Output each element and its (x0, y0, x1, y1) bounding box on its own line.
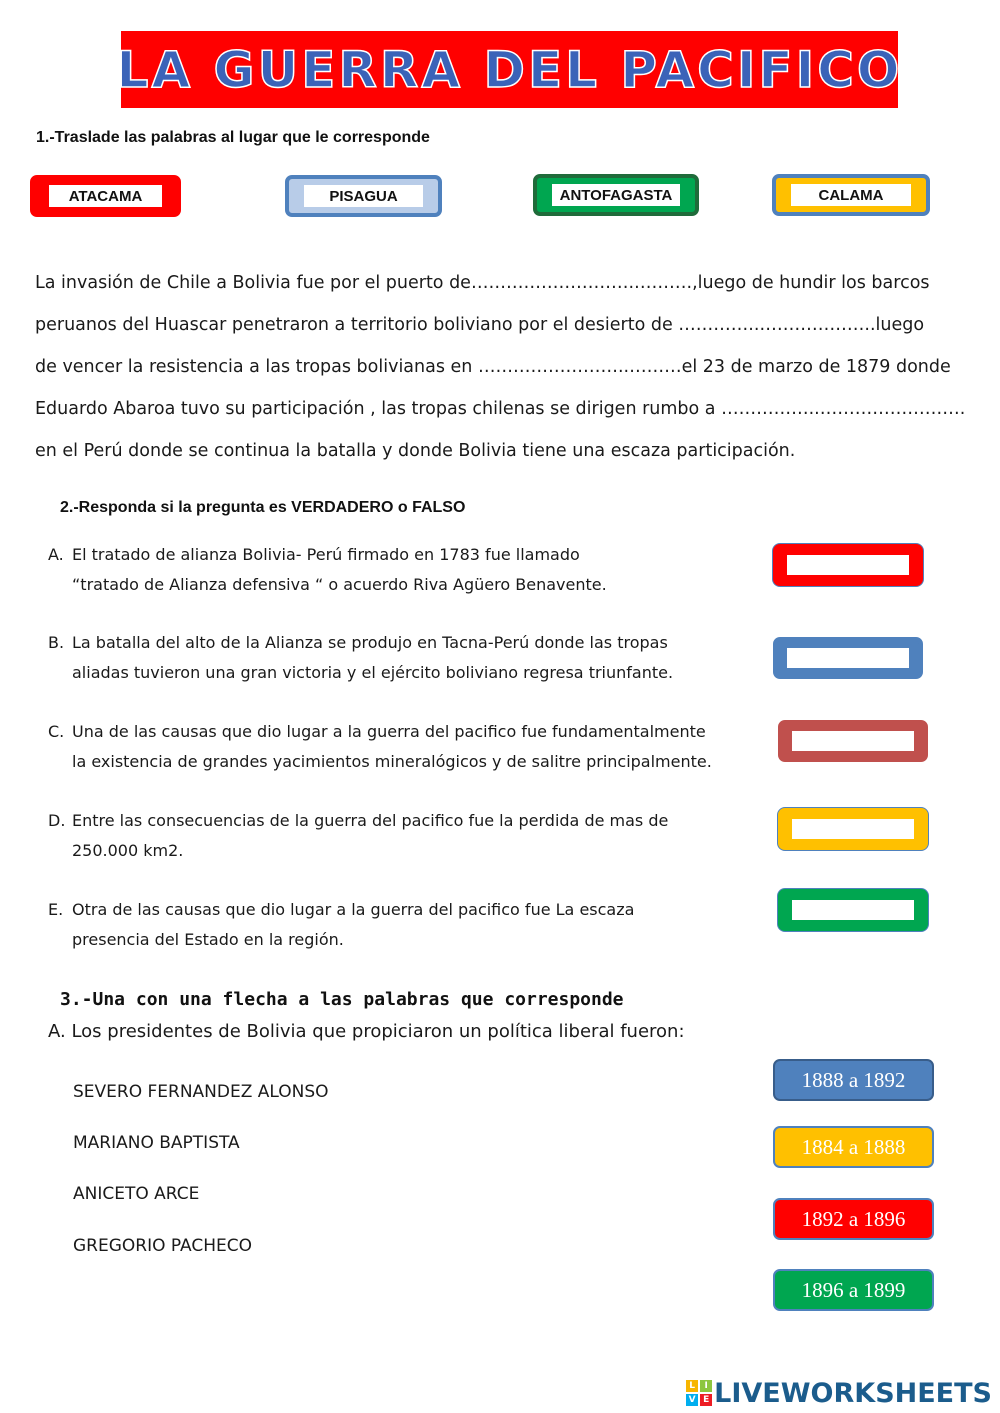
president-item[interactable]: MARIANO BAPTISTA (73, 1133, 240, 1153)
logo-letter: V (686, 1394, 698, 1406)
logo-icon (686, 1380, 712, 1406)
item-text: la existencia de grandes yacimientos mineralógicos y de salitre principalmente. (72, 752, 712, 771)
paragraph-line: La invasión de Chile a Bolivia fue por el puerto de……………………….……….,luego de hundir los barcos (35, 273, 930, 293)
answer-box-e[interactable] (778, 889, 928, 931)
answer-input-c[interactable] (792, 731, 914, 751)
item-text: 250.000 km2. (72, 841, 184, 860)
president-item[interactable]: GREGORIO PACHECO (73, 1236, 253, 1256)
paragraph-line: de vencer la resistencia a las tropas bolivianas en ……………………..………el 23 de marzo de 1879 donde (35, 357, 951, 377)
title-banner (116, 31, 903, 108)
answer-input-d[interactable] (792, 819, 914, 839)
item-text: El tratado de alianza Bolivia- Perú firmado en 1783 fue llamado (72, 545, 580, 564)
paragraph-line: en el Perú donde se continua la batalla y donde Bolivia tiene una escaza participación. (35, 441, 796, 461)
year-box[interactable]: 1884 a 1888 (773, 1126, 934, 1168)
year-box[interactable]: 1892 a 1896 (773, 1198, 934, 1240)
section-1-heading: 1.-Traslade las palabras al lugar que le corresponde (36, 129, 430, 146)
item-letter: B. (48, 633, 65, 652)
word-atacama[interactable] (30, 175, 181, 217)
logo-letter: L (686, 1380, 698, 1392)
item-letter: D. (48, 811, 66, 830)
section-3-heading: 3.-Una con una flecha a las palabras que corresponde (60, 989, 624, 1010)
word-label: ATACAMA (49, 185, 162, 207)
paragraph-line: Eduardo Abaroa tuvo su participación , las tropas chilenas se dirigen rumbo a ……………..……………………. (35, 399, 966, 419)
word-label: CALAMA (791, 184, 911, 206)
answer-box-b[interactable] (773, 637, 923, 679)
answer-input-e[interactable] (792, 900, 914, 920)
answer-box-a[interactable] (773, 544, 923, 586)
logo-letter: E (700, 1394, 712, 1406)
word-label: ANTOFAGASTA (552, 184, 680, 206)
answer-box-c[interactable] (778, 720, 928, 762)
item-text: aliadas tuvieron una gran victoria y el ejército boliviano regresa triunfante. (72, 663, 674, 682)
year-box[interactable]: 1896 a 1899 (773, 1269, 934, 1311)
item-text: presencia del Estado en la región. (72, 930, 344, 949)
year-box[interactable]: 1888 a 1892 (773, 1059, 934, 1101)
word-label: PISAGUA (304, 185, 423, 207)
item-letter: C. (48, 722, 65, 741)
answer-input-a[interactable] (787, 555, 909, 575)
item-letter: A. (48, 545, 64, 564)
item-text: Entre las consecuencias de la guerra del pacifico fue la perdida de mas de (72, 811, 669, 830)
brand-name: LIVEWORKSHEETS (714, 1377, 992, 1409)
item-text: Una de las causas que dio lugar a la guerra del pacifico fue fundamentalmente (72, 722, 706, 741)
answer-input-b[interactable] (787, 648, 909, 668)
word-calama[interactable] (772, 174, 930, 216)
item-text: Otra de las causas que dio lugar a la guerra del pacifico fue La escaza (72, 900, 635, 919)
paragraph-line: peruanos del Huascar penetraron a territorio boliviano por el desierto de …………..………………..luego (35, 315, 925, 335)
section-2-heading: 2.-Responda si la pregunta es VERDADERO o FALSO (60, 499, 466, 516)
word-pisagua[interactable] (285, 175, 442, 217)
answer-box-d[interactable] (778, 808, 928, 850)
president-item[interactable]: SEVERO FERNANDEZ ALONSO (73, 1082, 329, 1102)
item-text: La batalla del alto de la Alianza se produjo en Tacna-Perú donde las tropas (72, 633, 668, 652)
liveworksheets-logo (686, 1375, 992, 1411)
section-3-question: A. Los presidentes de Bolivia que propiciaron un política liberal fueron: (48, 1021, 685, 1042)
logo-letter: I (700, 1380, 712, 1392)
item-letter: E. (48, 900, 64, 919)
item-text: “tratado de Alianza defensiva “ o acuerdo Riva Agüero Benavente. (72, 575, 607, 594)
president-item[interactable]: ANICETO ARCE (73, 1184, 200, 1204)
word-antofagasta[interactable] (533, 174, 699, 216)
page-title: LA GUERRA DEL PACIFICO (116, 40, 903, 99)
